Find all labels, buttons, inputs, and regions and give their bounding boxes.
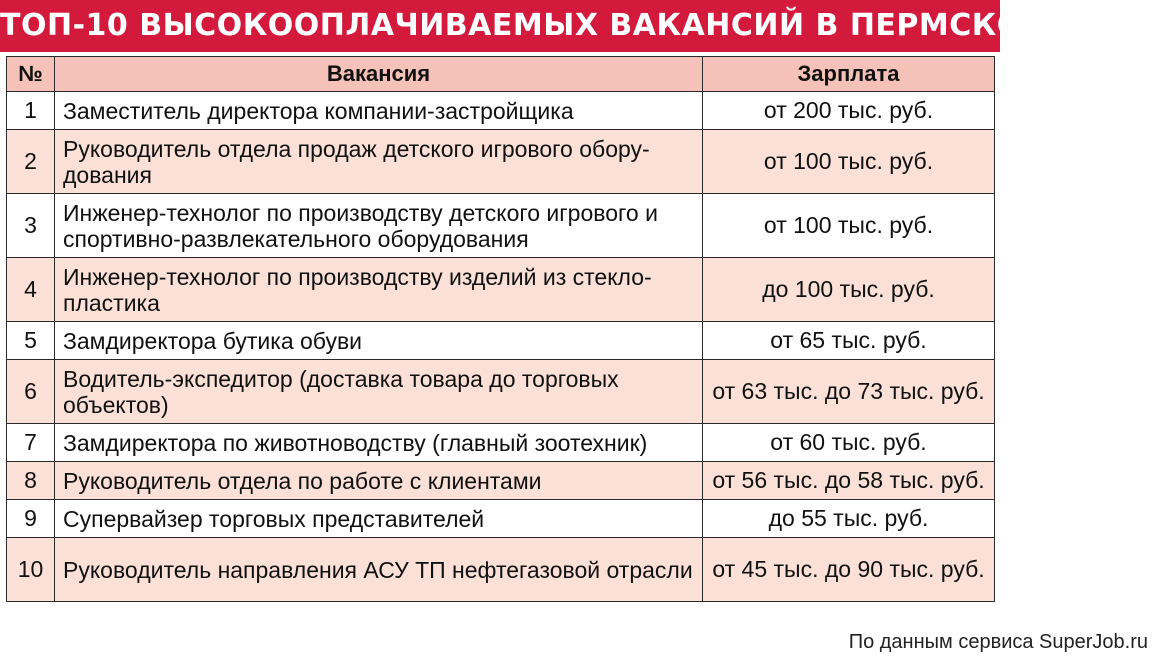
table-row	[7, 424, 995, 462]
column-header-vacancy: Вакансия	[55, 57, 703, 92]
vacancy-title: Руководитель отдела продаж детского игрового обору-дования	[55, 130, 703, 194]
salary-value: от 200 тыс. руб.	[703, 92, 995, 130]
row-number: 4	[7, 258, 55, 322]
salary-value: от 65 тыс. руб.	[703, 322, 995, 360]
row-number: 2	[7, 130, 55, 194]
salary-value: от 100 тыс. руб.	[703, 130, 995, 194]
salary-value: от 60 тыс. руб.	[703, 424, 995, 462]
row-number: 9	[7, 500, 55, 538]
vacancy-title: Руководитель направления АСУ ТП нефтегазовой отрасли	[55, 538, 703, 602]
row-number: 5	[7, 322, 55, 360]
table-row	[7, 258, 995, 322]
salary-value: от 56 тыс. до 58 тыс. руб.	[703, 462, 995, 500]
vacancy-title: Водитель-экспедитор (доставка товара до торговых объектов)	[55, 360, 703, 424]
row-number: 7	[7, 424, 55, 462]
salary-value: до 55 тыс. руб.	[703, 500, 995, 538]
vacancy-title: Заместитель директора компании-застройщика	[55, 92, 703, 130]
table-header-row	[7, 57, 995, 92]
table-row	[7, 462, 995, 500]
row-number: 6	[7, 360, 55, 424]
column-header-number: №	[7, 57, 55, 92]
vacancy-title: Инженер-технолог по производству изделий из стекло-пластика	[55, 258, 703, 322]
table-row	[7, 92, 995, 130]
table-row	[7, 194, 995, 258]
vacancy-title: Инженер-технолог по производству детского игрового и спортивно-развлекательного оборудования	[55, 194, 703, 258]
salary-value: от 63 тыс. до 73 тыс. руб.	[703, 360, 995, 424]
vacancy-title: Замдиректора бутика обуви	[55, 322, 703, 360]
table-row	[7, 130, 995, 194]
row-number: 8	[7, 462, 55, 500]
table-row	[7, 538, 995, 602]
table-row	[7, 360, 995, 424]
vacancy-title: Руководитель отдела по работе с клиентами	[55, 462, 703, 500]
salary-value: от 100 тыс. руб.	[703, 194, 995, 258]
column-header-salary: Зарплата	[703, 57, 995, 92]
row-number: 1	[7, 92, 55, 130]
salary-value: от 45 тыс. до 90 тыс. руб.	[703, 538, 995, 602]
row-number: 10	[7, 538, 55, 602]
page-title: ТОП-10 ВЫСОКООПЛАЧИВАЕМЫХ ВАКАНСИЙ В ПЕРМСКОМ КРАЕ	[0, 0, 1000, 52]
salary-value: до 100 тыс. руб.	[703, 258, 995, 322]
source-note: По данным сервиса SuperJob.ru	[848, 631, 1148, 653]
table-row	[7, 500, 995, 538]
table-row	[7, 322, 995, 360]
vacancy-title: Замдиректора по животноводству (главный зоотехник)	[55, 424, 703, 462]
row-number: 3	[7, 194, 55, 258]
vacancy-title: Супервайзер торговых представителей	[55, 500, 703, 538]
vacancies-table	[6, 56, 995, 602]
